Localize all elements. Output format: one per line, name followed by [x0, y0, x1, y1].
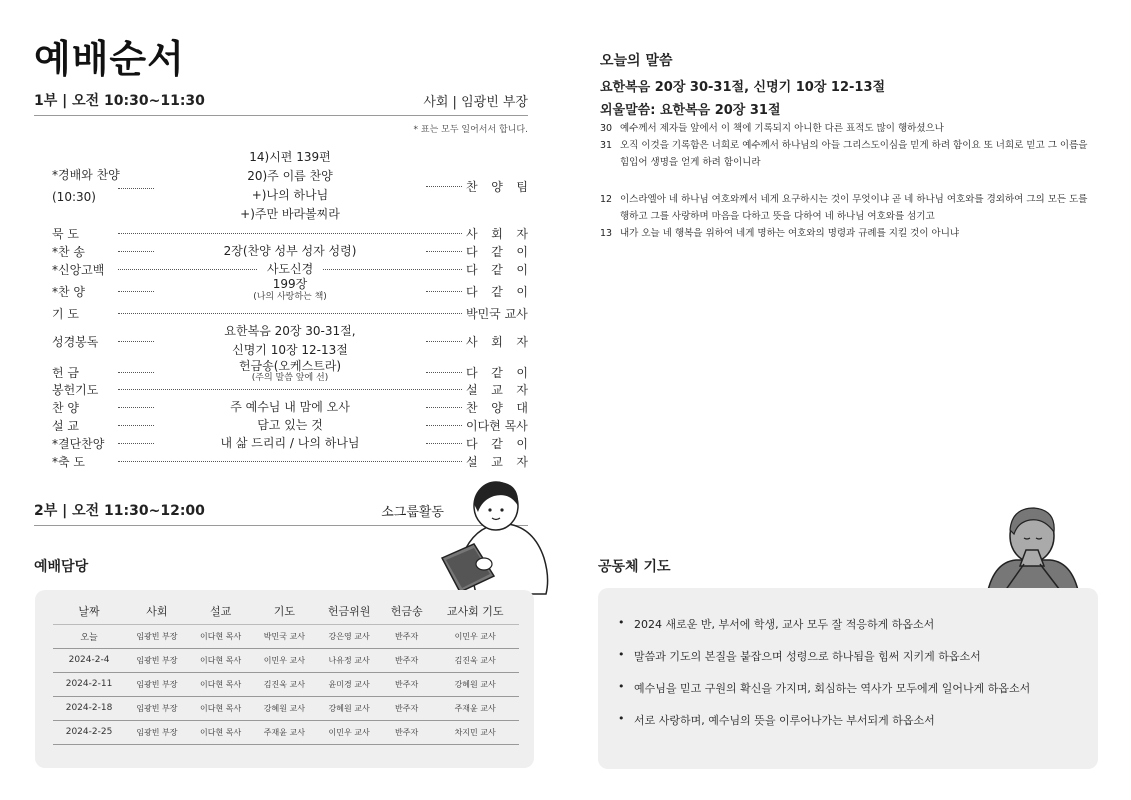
order-content: 헌금송(오케스트라) [238, 359, 342, 373]
verse-text: 내가 오늘 네 행복을 위하여 네게 명하는 여호와의 명령과 규례를 지킬 것이 아니냐 [620, 228, 960, 239]
staff-table [53, 598, 519, 745]
table-cell: 주재윤 교사 [253, 720, 317, 744]
part2-activity: 소그룹활동 [381, 505, 444, 520]
column-header: 사회 [125, 598, 189, 624]
order-content-sub: (나의 사랑하는 책) [253, 292, 327, 302]
table-row [53, 672, 519, 696]
table-cell: 김진욱 교사 [431, 648, 519, 672]
order-row [52, 452, 528, 470]
leader-dots [118, 389, 462, 390]
leader-dots [118, 291, 154, 292]
leader-dots [426, 372, 462, 373]
table-cell: 이다현 목사 [189, 696, 253, 720]
order-content: +)주만 바라볼찌라 [240, 207, 340, 221]
list-item: • 서로 사랑하며, 예수님의 뜻을 이루어나가는 부서되게 하옵소서 [618, 712, 935, 727]
prayer-panel [598, 588, 1098, 769]
order-content: 199장 [272, 277, 308, 291]
order-item-time: (10:30) [52, 190, 96, 204]
table-cell: 김진욱 교사 [253, 672, 317, 696]
order-content: 14)시편 139편 [249, 150, 331, 164]
order-content: 담고 있는 것 [257, 417, 323, 432]
order-item: 헌 금 [52, 365, 79, 380]
table-cell: 이다현 목사 [189, 624, 253, 648]
part1-label: 1부 | 오전 10:30~11:30 [34, 93, 205, 109]
order-person: 다 같 이 [466, 244, 528, 259]
table-row [53, 720, 519, 744]
leader-dots [426, 407, 462, 408]
verse-number: 12 [600, 194, 613, 205]
verse [600, 225, 1090, 242]
prayer-list [618, 616, 1030, 744]
order-item: 찬 양 [52, 400, 79, 415]
order-row [52, 434, 528, 452]
leader-dots [118, 233, 462, 234]
order-content: 내 삶 드리리 / 나의 하나님 [220, 435, 360, 450]
order-person: 다 같 이 [466, 436, 528, 451]
order-content: 주 예수님 내 맘에 오사 [230, 399, 350, 414]
leader-dots [118, 425, 154, 426]
order-person: 설 교 자 [466, 454, 528, 469]
table-cell: 2024-2-11 [53, 672, 125, 696]
prayer-heading: 공동체 기도 [598, 559, 671, 575]
order-row [52, 260, 528, 278]
column-header: 교사회 기도 [431, 598, 519, 624]
leader-dots [118, 443, 154, 444]
table-cell: 오늘 [53, 624, 125, 648]
order-person: 사 회 자 [466, 226, 528, 241]
order-item: 성경봉독 [52, 334, 99, 349]
table-cell: 반주자 [382, 624, 431, 648]
order-content-sub: (주의 말씀 앞에 선) [251, 373, 329, 383]
order-item: *찬 양 [52, 284, 85, 299]
verse-text: 예수께서 제자들 앞에서 이 책에 기록되지 아니한 다른 표적도 많이 행하셨으나 [620, 123, 944, 134]
column-header: 헌금위원 [316, 598, 382, 624]
table-cell: 반주자 [382, 696, 431, 720]
staff-heading: 예배담당 [34, 559, 89, 575]
order-content: 20)주 이름 찬양 [247, 169, 333, 183]
verse [600, 137, 1090, 171]
table-cell: 반주자 [382, 648, 431, 672]
order-person: 찬 양 팀 [466, 179, 528, 194]
order-person: 다 같 이 [466, 262, 528, 277]
order-person: 다 같 이 [466, 284, 528, 299]
table-cell: 이민우 교사 [316, 720, 382, 744]
staff-table-header [53, 598, 519, 624]
leader-dots [118, 461, 462, 462]
order-item: *찬 송 [52, 244, 85, 259]
leader-dots [426, 443, 462, 444]
verse-group [600, 120, 1090, 171]
order-content: 사도신경 [266, 261, 314, 276]
order-item: *결단찬양 [52, 436, 105, 451]
table-row [53, 624, 519, 648]
leader-dots [118, 407, 154, 408]
order-item: *축 도 [52, 454, 85, 469]
order-item: *신앙고백 [52, 262, 105, 277]
table-cell: 반주자 [382, 720, 431, 744]
table-cell: 강은영 교사 [316, 624, 382, 648]
order-person: 이다현 목사 [466, 418, 528, 433]
table-row [53, 696, 519, 720]
standing-note: * 표는 모두 일어서서 합니다. [413, 125, 528, 135]
table-cell: 윤미경 교사 [316, 672, 382, 696]
order-row [52, 398, 528, 416]
leader-dots [426, 291, 462, 292]
order-person: 사 회 자 [466, 334, 528, 349]
table-cell: 임광빈 부장 [125, 696, 189, 720]
order-person: 박민국 교사 [466, 306, 528, 321]
verse-number: 30 [600, 123, 613, 134]
order-row [52, 304, 528, 322]
table-cell: 이다현 목사 [189, 648, 253, 672]
table-cell: 2024-2-4 [53, 648, 125, 672]
order-person: 설 교 자 [466, 382, 528, 397]
table-cell: 박민국 교사 [253, 624, 317, 648]
word-title: 오늘의 말씀 [600, 53, 673, 69]
verse-number: 31 [600, 140, 613, 151]
leader-dots [118, 251, 154, 252]
column-header: 헌금송 [382, 598, 431, 624]
order-content: 2장(찬양 성부 성자 성령) [223, 243, 357, 258]
word-references: 요한복음 20장 30-31절, 신명기 10장 12-13절 [600, 80, 886, 95]
table-cell: 주재윤 교사 [431, 696, 519, 720]
verse [600, 120, 1090, 137]
table-cell: 나유정 교사 [316, 648, 382, 672]
order-person: 다 같 이 [466, 365, 528, 380]
column-header: 기도 [253, 598, 317, 624]
column-header: 날짜 [53, 598, 125, 624]
order-row [52, 416, 528, 434]
column-header: 설교 [189, 598, 253, 624]
order-content: +)나의 하나님 [251, 188, 329, 202]
table-cell: 2024-2-18 [53, 696, 125, 720]
table-cell: 이다현 목사 [189, 720, 253, 744]
table-cell: 2024-2-25 [53, 720, 125, 744]
verse-group [600, 191, 1090, 242]
table-cell: 강혜원 교사 [431, 672, 519, 696]
order-row [52, 322, 528, 360]
order-row [52, 380, 528, 398]
table-row [53, 648, 519, 672]
table-cell: 강혜원 교사 [253, 696, 317, 720]
leader-dots [426, 186, 462, 187]
list-item: • 예수님을 믿고 구원의 확신을 가지며, 회심하는 역사가 모두에게 일어나게 하옵소서 [618, 680, 1031, 695]
order-item: 묵 도 [52, 226, 79, 241]
table-cell: 강혜원 교사 [316, 696, 382, 720]
todays-word [600, 50, 1090, 242]
leader-dots [323, 269, 462, 270]
leader-dots [118, 188, 154, 189]
part1-host: 사회 | 임광빈 부장 [423, 95, 528, 110]
verse-text: 오직 이것을 기록함은 너희로 예수께서 하나님의 아들 그리스도이심을 믿게 하려 함이요 또 너희로 믿고 그 이름을 힘입어 생명을 얻게 하려 함이니라 [620, 140, 1088, 168]
order-row [52, 278, 528, 304]
prayer-item: 2024 새로운 반, 부서에 학생, 교사 모두 잘 적응하게 하옵소서 [634, 618, 935, 631]
order-item: 봉헌기도 [52, 382, 99, 397]
prayer-item: 서로 사랑하며, 예수님의 뜻을 이루어나가는 부서되게 하옵소서 [634, 714, 935, 727]
list-item: • 말씀과 기도의 본질을 붙잡으며 성령으로 하나됨을 힘써 지키게 하옵소서 [618, 648, 981, 663]
table-cell: 이민우 교사 [431, 624, 519, 648]
verse [600, 191, 1090, 225]
list-item: • 2024 새로운 반, 부서에 학생, 교사 모두 잘 적응하게 하옵소서 [618, 616, 935, 631]
order-person: 찬 양 대 [466, 400, 528, 415]
leader-dots [426, 251, 462, 252]
leader-dots [426, 425, 462, 426]
table-cell: 차지민 교사 [431, 720, 519, 744]
order-item: *경배와 찬양 [52, 168, 120, 182]
table-cell: 임광빈 부장 [125, 720, 189, 744]
staff-panel [35, 590, 534, 768]
order-content: 요한복음 20장 30-31절, [224, 324, 356, 338]
table-cell: 반주자 [382, 672, 431, 696]
leader-dots [118, 269, 257, 270]
reading-person-illustration [436, 478, 556, 596]
part1-header [34, 90, 528, 116]
table-cell: 이다현 목사 [189, 672, 253, 696]
table-cell: 임광빈 부장 [125, 672, 189, 696]
order-item: 설 교 [52, 418, 79, 433]
page-title: 예배순서 [34, 37, 185, 81]
leader-dots [118, 313, 462, 314]
order-item: 기 도 [52, 306, 79, 321]
order-content: 신명기 10장 12-13절 [232, 343, 348, 357]
part2-label: 2부 | 오전 11:30~12:00 [34, 503, 205, 519]
leader-dots [426, 341, 462, 342]
table-cell: 이민우 교사 [253, 648, 317, 672]
order-row [52, 224, 528, 242]
prayer-item: 예수님을 믿고 구원의 확신을 가지며, 회심하는 역사가 모두에게 일어나게 하옵소서 [634, 682, 1031, 695]
prayer-item: 말씀과 기도의 본질을 붙잡으며 성령으로 하나됨을 힘써 지키게 하옵소서 [634, 650, 981, 663]
verse-number: 13 [600, 228, 613, 239]
leader-dots [118, 372, 154, 373]
verse-text: 이스라엘아 네 하나님 여호와께서 네게 요구하시는 것이 무엇이냐 곧 네 하나님 여호와를 경외하여 그의 모든 도를 행하고 그를 사랑하며 마음을 다하고 뜻을 다하여 네 하나님 여호와를 섬기고 [620, 194, 1088, 222]
table-cell: 임광빈 부장 [125, 648, 189, 672]
order-row [52, 242, 528, 260]
order-row [52, 148, 528, 224]
leader-dots [118, 341, 154, 342]
memory-verse: 외울말씀: 요한복음 20장 31절 [600, 103, 781, 118]
table-cell: 임광빈 부장 [125, 624, 189, 648]
